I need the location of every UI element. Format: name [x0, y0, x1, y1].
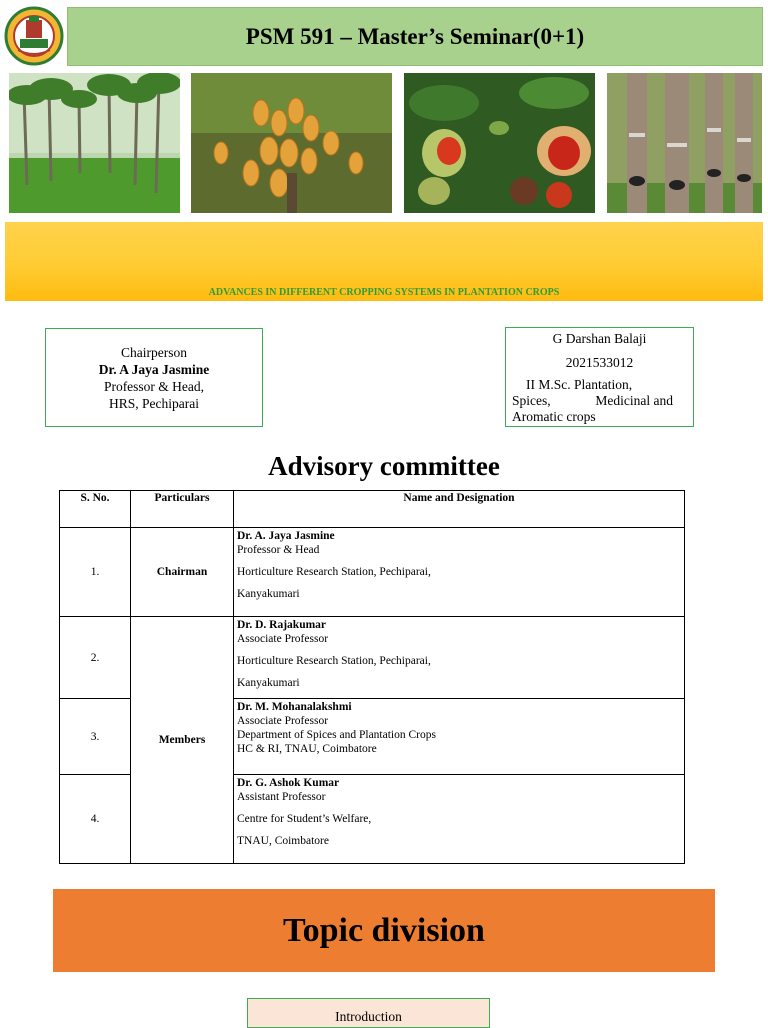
member-name: Dr. M. Mohanalakshmi — [237, 701, 352, 713]
advisory-committee-title: Advisory committee — [268, 451, 500, 481]
student-programme-line2b: Medicinal and — [595, 393, 673, 408]
member-details — [234, 617, 685, 699]
member-location: Kanyakumari — [237, 588, 300, 600]
student-programme-line2 — [512, 393, 687, 409]
column-header-sno: S. No. — [60, 491, 131, 528]
member-details — [234, 528, 685, 617]
student-programme-line1: II M.Sc. Plantation, — [526, 377, 633, 392]
member-institution: Horticulture Research Station, Pechiparai, — [237, 655, 431, 667]
table-row — [60, 528, 685, 617]
role-chairman: Chairman — [131, 528, 234, 617]
cocoa-pods-photo — [191, 73, 392, 213]
member-details — [234, 775, 685, 864]
row-sno: 3. — [60, 699, 131, 775]
coconut-plantation-photo — [9, 73, 180, 213]
student-programme-line3: Aromatic crops — [512, 409, 596, 424]
table-row — [60, 617, 685, 699]
nutmeg-fruits-photo — [404, 73, 595, 213]
member-name: Dr. A. Jaya Jasmine — [237, 530, 335, 542]
seminar-title-header — [67, 7, 763, 66]
advisory-committee-table — [59, 490, 685, 864]
chairperson-name: Dr. A Jaya Jasmine — [98, 362, 210, 377]
member-name: Dr. D. Rajakumar — [237, 619, 327, 631]
chairperson-place: HRS, Pechiparai — [109, 396, 199, 411]
introduction-label: Introduction — [335, 1009, 402, 1024]
member-location: Kanyakumari — [237, 677, 300, 689]
row-sno: 1. — [60, 528, 131, 617]
seminar-topic-banner — [5, 222, 763, 301]
member-institution: TNAU, Coimbatore — [237, 835, 329, 847]
member-department: Centre for Student’s Welfare, — [237, 813, 372, 825]
member-institution: Horticulture Research Station, Pechiparai, — [237, 566, 431, 578]
seminar-title: PSM 591 – Master’s Seminar(0+1) — [245, 23, 585, 49]
student-name: G Darshan Balaji — [552, 331, 647, 346]
member-designation: Professor & Head — [237, 544, 320, 556]
student-id: 2021533012 — [565, 355, 634, 370]
member-name: Dr. G. Ashok Kumar — [237, 777, 340, 789]
seminar-topic-title: ADVANCES IN DIFFERENT CROPPING SYSTEMS IN PLANTATION CROPS — [208, 287, 560, 298]
rubber-tapping-photo — [607, 73, 762, 213]
member-institution: HC & RI, TNAU, Coimbatore — [237, 743, 377, 755]
topic-division-banner — [53, 889, 715, 972]
table-header-row — [60, 491, 685, 528]
column-header-particulars: Particulars — [131, 491, 234, 528]
column-header-name-designation: Name and Designation — [234, 491, 685, 528]
chairperson-box — [45, 328, 263, 427]
row-sno: 4. — [60, 775, 131, 864]
university-logo — [4, 6, 64, 66]
student-box — [505, 327, 694, 427]
member-designation: Assistant Professor — [237, 791, 326, 803]
topic-division-title: Topic division — [283, 911, 485, 949]
row-sno: 2. — [60, 617, 131, 699]
member-designation: Associate Professor — [237, 715, 329, 727]
chairperson-label: Chairperson — [121, 345, 187, 360]
member-designation: Associate Professor — [237, 633, 329, 645]
role-members: Members — [131, 617, 234, 864]
chairperson-designation: Professor & Head, — [103, 379, 205, 394]
student-programme-line2a: Spices, — [512, 393, 551, 408]
member-department: Department of Spices and Plantation Crops — [237, 729, 436, 741]
member-details — [234, 699, 685, 775]
